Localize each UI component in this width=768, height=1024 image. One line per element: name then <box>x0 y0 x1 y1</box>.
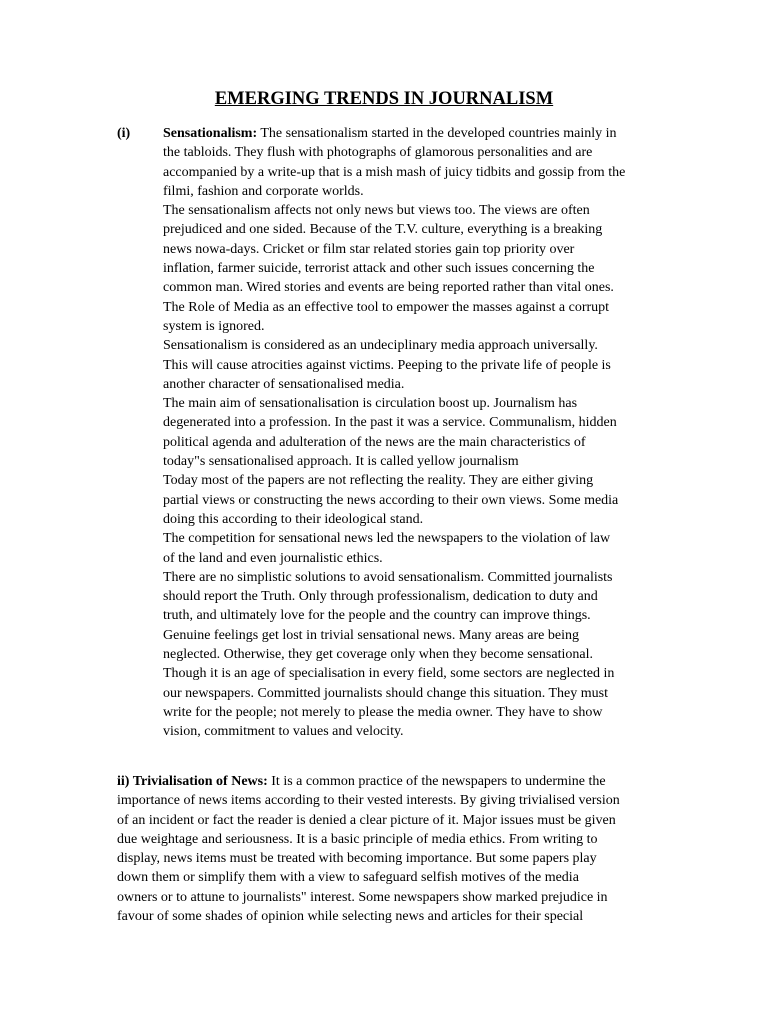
paragraph-line: Though it is an age of specialisation in every field, some sectors are neglected in <box>163 666 615 682</box>
paragraph-line: political agenda and adulteration of the news are the main characteristics of <box>163 434 586 450</box>
paragraph-line: There are no simplistic solutions to avoid sensationalism. Committed journalists <box>163 569 613 585</box>
paragraph-line: inflation, farmer suicide, terrorist attack and other such issues concerning the <box>163 261 595 277</box>
document-title: EMERGING TRENDS IN JOURNALISM <box>214 89 554 109</box>
paragraph-line: accompanied by a write-up that is a mish mash of juicy tidbits and gossip from the <box>163 164 626 180</box>
section-1-first-line: The sensationalism started in the developed countries mainly in <box>257 126 617 141</box>
paragraph-line: should report the Truth. Only through professionalism, dedication to duty and <box>163 589 598 605</box>
paragraph-line: our newspapers. Committed journalists should change this situation. They must <box>163 685 608 701</box>
paragraph-line: down them or simplify them with a view to safeguard selfish motives of the media <box>117 870 579 886</box>
section-1-number: (i) <box>117 126 131 141</box>
paragraph-line: This will cause atrocities against victims. Peeping to the private life of people is <box>163 357 611 373</box>
paragraph-line: degenerated into a profession. In the past it was a service. Communalism, hidden <box>163 415 617 431</box>
paragraph-line: doing this according to their ideological stand. <box>163 511 424 527</box>
paragraph-line: news nowa-days. Cricket or film star related stories gain top priority over <box>163 241 575 257</box>
paragraph-line: write for the people; not merely to please the media owner. They have to show <box>163 704 603 720</box>
paragraph-line: truth, and ultimately love for the people and the country can improve things. <box>163 608 591 624</box>
section-2-first-line: It is a common practice of the newspapers to undermine the <box>267 774 606 789</box>
paragraph-line: owners or to attune to journalists" interest. Some newspapers show marked prejudice in <box>117 889 608 905</box>
section-2-heading: ii) Trivialisation of News: <box>117 774 268 789</box>
section-2-body <box>117 772 682 926</box>
paragraph-line: another character of sensationalised media. <box>163 376 405 392</box>
paragraph-line: favour of some shades of opinion while selecting news and articles for their special <box>117 909 584 925</box>
paragraph-line: importance of news items according to their vested interests. By giving trivialised version <box>117 793 620 809</box>
section-1-heading: Sensationalism: <box>163 126 258 141</box>
paragraph-line: The sensationalism affects not only news but views too. The views are often <box>163 203 590 219</box>
paragraph-line: of the land and even journalistic ethics. <box>163 550 383 566</box>
paragraph-line: Today most of the papers are not reflecting the reality. They are either giving <box>163 473 594 489</box>
paragraph-line: Sensationalism is considered as an undeciplinary media approach universally. <box>163 338 598 354</box>
paragraph-line <box>163 124 678 143</box>
paragraph-line: The competition for sensational news led the newspapers to the violation of law <box>163 531 611 547</box>
paragraph-line: neglected. Otherwise, they get coverage only when they become sensational. <box>163 647 593 663</box>
paragraph-line: display, news items must be treated with becoming importance. But some papers play <box>117 851 597 867</box>
paragraph-line: of an incident or fact the reader is denied a clear picture of it. Major issues must be given <box>117 812 616 828</box>
paragraph-line: Genuine feelings get lost in trivial sensational news. Many areas are being <box>163 627 579 643</box>
paragraph-line: The main aim of sensationalisation is circulation boost up. Journalism has <box>163 396 578 412</box>
paragraph-line: partial views or constructing the news according to their own views. Some media <box>163 492 619 508</box>
paragraph-line <box>117 772 682 791</box>
paragraph-line: the tabloids. They flush with photographs of glamorous personalities and are <box>163 145 593 161</box>
paragraph-line: filmi, fashion and corporate worlds. <box>163 183 364 199</box>
paragraph-line: prejudiced and one sided. Because of the T.V. culture, everything is a breaking <box>163 222 603 238</box>
paragraph-line: common man. Wired stories and events are being reported rather than vital ones. <box>163 280 614 296</box>
paragraph-line: today"s sensationalised approach. It is called yellow journalism <box>163 454 519 470</box>
paragraph-line: due weightage and seriousness. It is a basic principle of media ethics. From writing to <box>117 831 598 847</box>
paragraph-line: system is ignored. <box>163 318 265 334</box>
paragraph-line: vision, commitment to values and velocity. <box>163 724 404 740</box>
section-1-body <box>163 124 678 742</box>
paragraph-line: The Role of Media as an effective tool to empower the masses against a corrupt <box>163 299 610 315</box>
